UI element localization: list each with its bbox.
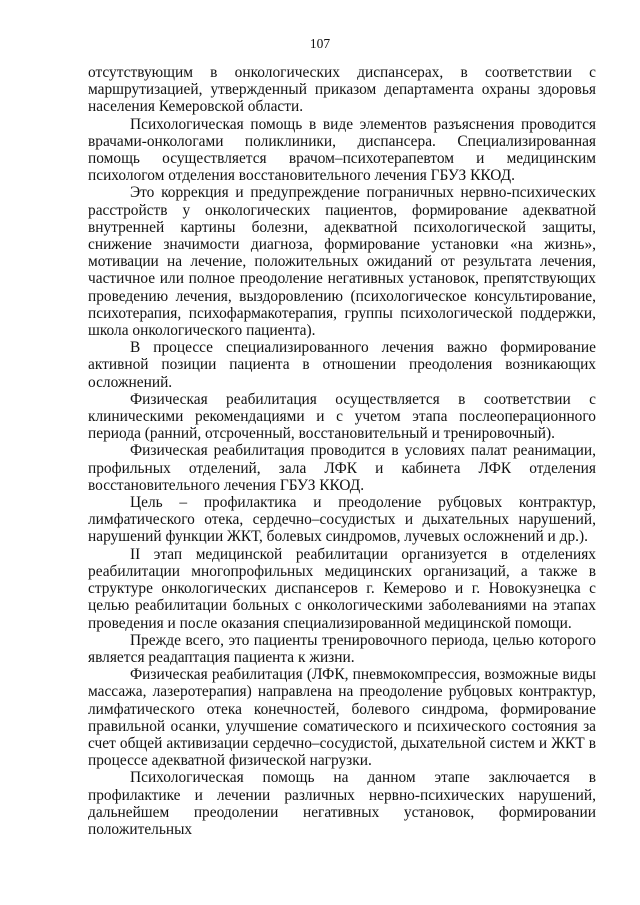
paragraph-active-position: В процессе специализированного лечения важно формирование активной позиции пациента в отношении преодоления возникающих осложнений.: [88, 339, 596, 391]
paragraph-continuation: отсутствующим в онкологических диспансерах, в соответствии с маршрутизацией, утвержденный приказом департамента охраны здоровья населения Кемеровской области.: [88, 64, 596, 116]
paragraph-physical-rehab-conditions: Физическая реабилитация проводится в условиях палат реанимации, профильных отделений, зала ЛФК и кабинета ЛФК отделения восстановительного лечения ГБУЗ ККОД.: [88, 442, 596, 494]
document-body: [88, 64, 596, 838]
paragraph-stage-two: II этап медицинской реабилитации организуется в отделениях реабилитации многопрофильных медицинских организаций, а также в структуре онкологических диспансеров г. Кемерово и г. Новокузнецка с целью реабилитации больных с онкологическими заболеваниями на этапах проведения и после оказания специализированной медицинской помощи.: [88, 545, 596, 632]
paragraph-correction: Это коррекция и предупреждение пограничных нервно-психических расстройств у онкологических пациентов, формирование адекватной внутренней картины болезни, адекватной психологической защиты, снижение значимости диагноза, формирование установки «на жизнь», мотивации на лечение, положительных ожиданий от результата лечения, частичное или полное преодоление негативных установок, препятствующих проведению лечения, выздоровлению (психологическое консультирование, психотерапия, психофармакотерапия, группы психологической поддержки, школа онкологического пациента).: [88, 184, 596, 340]
paragraph-physical-rehab-methods: Физическая реабилитация (ЛФК, пневмокомпрессия, возможные виды массажа, лазеротерапия) направлена на преодоление рубцовых контрактур, лимфатического отека конечностей, болевого синдрома, формирование правильной осанки, улучшение соматического и психического состояния за счет общей активизации сердечно–сосудистой, дыхательной систем и ЖКТ в процессе адекватной физической нагрузки.: [88, 666, 596, 770]
paragraph-goal: Цель – профилактика и преодоление рубцовых контрактур, лимфатического отека, сердечно–сосудистых и дыхательных нарушений, нарушений функции ЖКТ, болевых синдромов, лучевых осложнений и др.).: [88, 494, 596, 546]
page-number: 107: [309, 36, 331, 51]
paragraph-training-period: Прежде всего, это пациенты тренировочного периода, целью которого является реадаптация пациента к жизни.: [88, 631, 596, 666]
paragraph-psychological-help: Психологическая помощь в виде элементов разъяснения проводится врачами-онкологами поликлиники, диспансера. Специализированная помощь осуществляется врачом–психотерапевтом и медицинским психологом отделения восстановительного лечения ГБУЗ ККОД.: [88, 115, 596, 185]
paragraph-psychological-help-stage: Психологическая помощь на данном этапе заключается в профилактике и лечении различных нервно-психических нарушений, дальнейшем преодолении негативных установок, формировании положительных: [88, 769, 596, 838]
paragraph-physical-rehab: Физическая реабилитация осуществляется в соответствии с клиническими рекомендациями и с учетом этапа послеоперационного периода (ранний, отсроченный, восстановительный и тренировочный).: [88, 390, 596, 443]
